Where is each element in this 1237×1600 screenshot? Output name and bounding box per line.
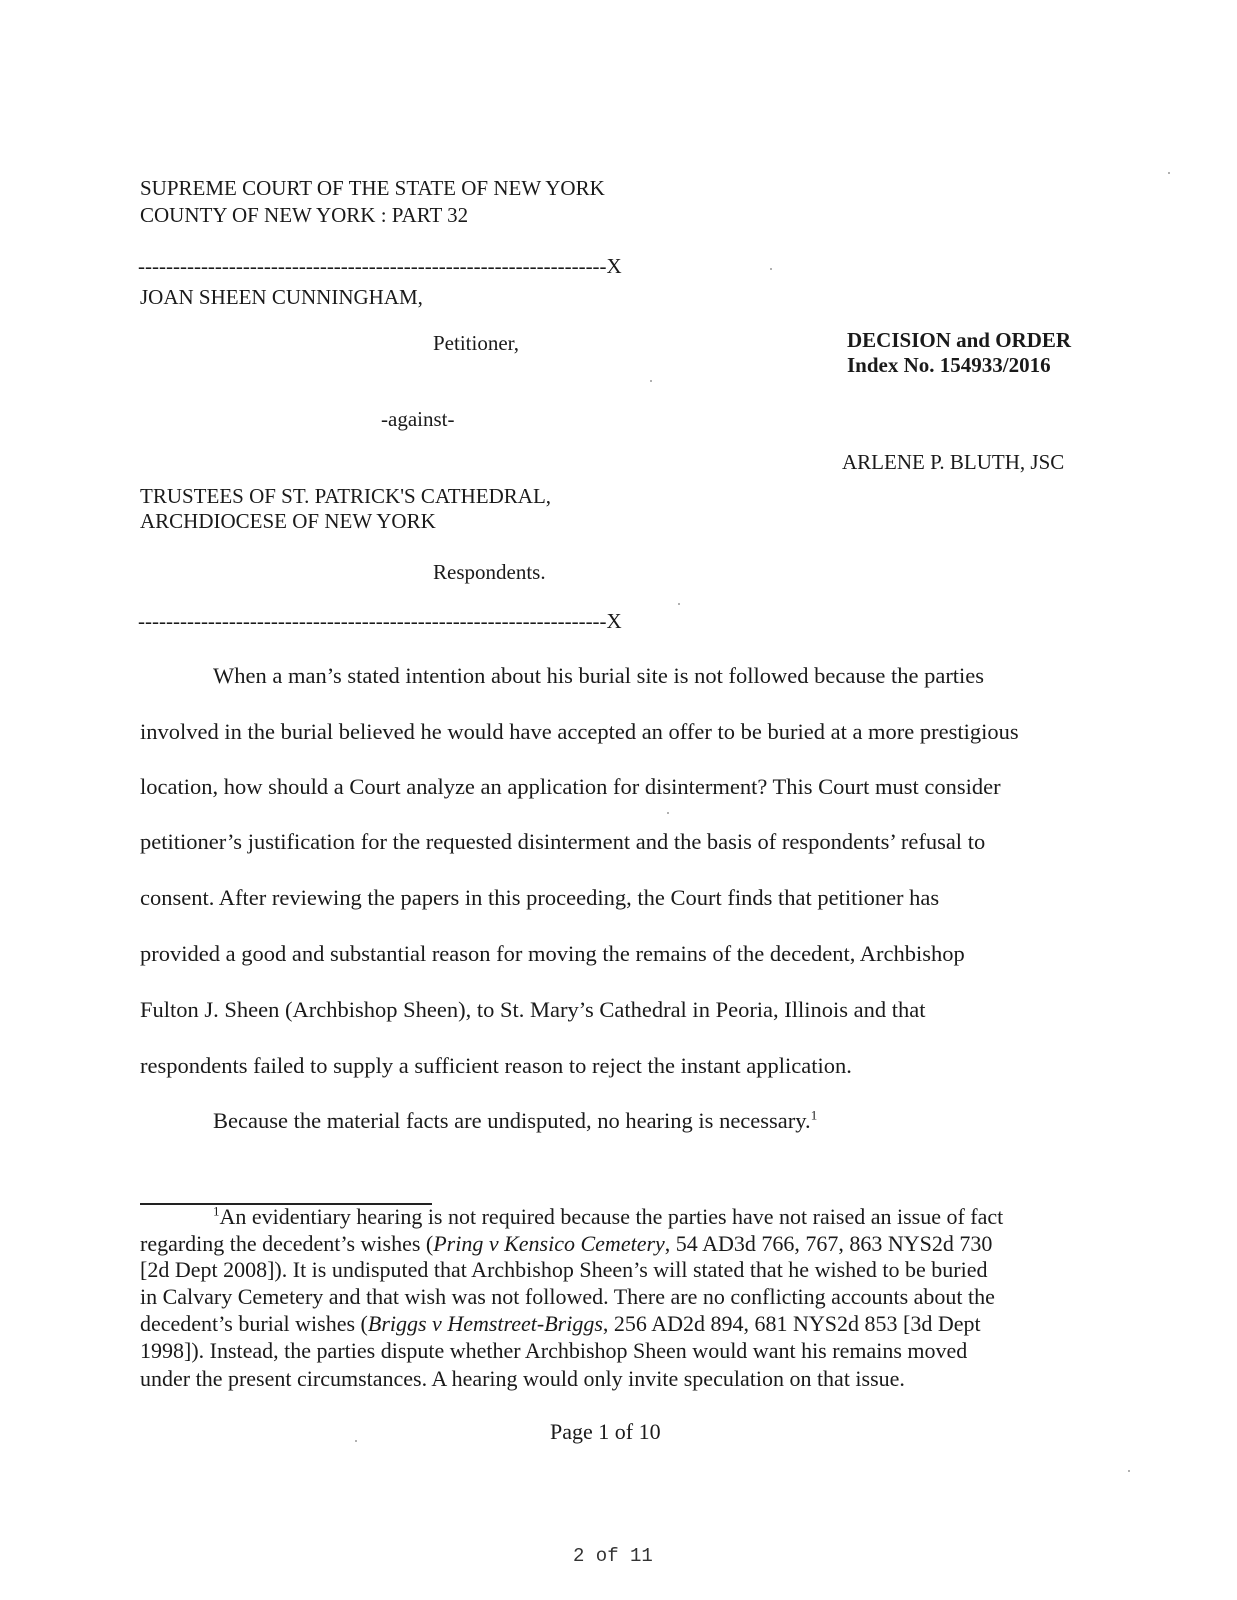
footnote-line: 1998]). Instead, the parties dispute whether Archbishop Sheen would want his remains moved — [140, 1338, 968, 1363]
footnote-line — [140, 1230, 992, 1258]
scan-speck — [355, 1440, 357, 1442]
case-citation: Briggs v Hemstreet-Briggs — [367, 1311, 603, 1336]
footnote-line — [213, 1203, 1003, 1231]
footnote-marker: 1 — [213, 1203, 220, 1219]
decision-title: DECISION and ORDER — [847, 328, 1072, 352]
footnote-text: regarding the decedent’s wishes ( — [140, 1231, 434, 1256]
body-line: respondents failed to supply a sufficient reason to reject the instant application. — [140, 1053, 852, 1078]
court-name: SUPREME COURT OF THE STATE OF NEW YORK — [140, 176, 605, 200]
scan-speck — [770, 268, 772, 270]
paragraph-2-text: Because the material facts are undisputed, no hearing is necessary. — [213, 1108, 811, 1133]
footnote-text: , 54 AD3d 766, 767, 863 NYS2d 730 — [664, 1231, 993, 1256]
index-number: Index No. 154933/2016 — [847, 353, 1051, 377]
body-line: involved in the burial believed he would have accepted an offer to be buried at a more prestigious — [140, 719, 1019, 744]
scan-speck — [667, 812, 669, 814]
body-line: petitioner’s justification for the requested disinterment and the basis of respondents’ refusal to — [140, 829, 986, 854]
page-number: Page 1 of 10 — [550, 1419, 661, 1444]
body-line: provided a good and substantial reason for moving the remains of the decedent, Archbishop — [140, 941, 965, 966]
against-label: -against- — [381, 407, 455, 431]
respondent-archdiocese: ARCHDIOCESE OF NEW YORK — [140, 509, 436, 533]
footnote-text: decedent’s burial wishes ( — [140, 1311, 368, 1336]
body-line: When a man’s stated intention about his burial site is not followed because the parties — [213, 663, 985, 688]
body-paragraph-2 — [213, 1108, 817, 1134]
caption-separator-top: -------------------------------------------------------------------X — [138, 254, 622, 278]
scan-speck — [650, 380, 652, 382]
footnote-text: , 256 AD2d 894, 681 NYS2d 853 [3d Dept — [602, 1311, 981, 1336]
caption-separator-bottom: -------------------------------------------------------------------X — [138, 609, 622, 633]
footnote-line — [140, 1310, 981, 1338]
scan-speck — [1168, 172, 1170, 174]
body-line: consent. After reviewing the papers in this proceeding, the Court finds that petitioner has — [140, 885, 940, 910]
respondent-role: Respondents. — [433, 560, 546, 584]
scan-speck — [1128, 1470, 1130, 1472]
scan-speck — [678, 603, 680, 605]
body-line: location, how should a Court analyze an application for disinterment? This Court must consider — [140, 774, 1001, 799]
footnote-line: under the present circumstances. A hearing would only invite speculation on that issue. — [140, 1366, 905, 1391]
case-citation: Pring v Kensico Cemetery — [433, 1231, 665, 1256]
respondent-name: TRUSTEES OF ST. PATRICK'S CATHEDRAL, — [140, 484, 552, 508]
document-page-stamp: 2 of 11 — [573, 1545, 653, 1567]
footnote-line: in Calvary Cemetery and that wish was not followed. There are no conflicting accounts about the — [140, 1284, 995, 1309]
petitioner-name: JOAN SHEEN CUNNINGHAM, — [140, 285, 423, 309]
footnote-ref-marker: 1 — [810, 1107, 818, 1123]
judge-name: ARLENE P. BLUTH, JSC — [842, 450, 1065, 474]
footnote-text: An evidentiary hearing is not required because the parties have not raised an issue of fact — [219, 1204, 1004, 1229]
body-line: Fulton J. Sheen (Archbishop Sheen), to St. Mary’s Cathedral in Peoria, Illinois and that — [140, 997, 926, 1022]
petitioner-role: Petitioner, — [433, 331, 520, 355]
county-part: COUNTY OF NEW YORK : PART 32 — [140, 203, 469, 227]
footnote-line: [2d Dept 2008]). It is undisputed that Archbishop Sheen’s will stated that he wished to be buried — [140, 1257, 988, 1282]
